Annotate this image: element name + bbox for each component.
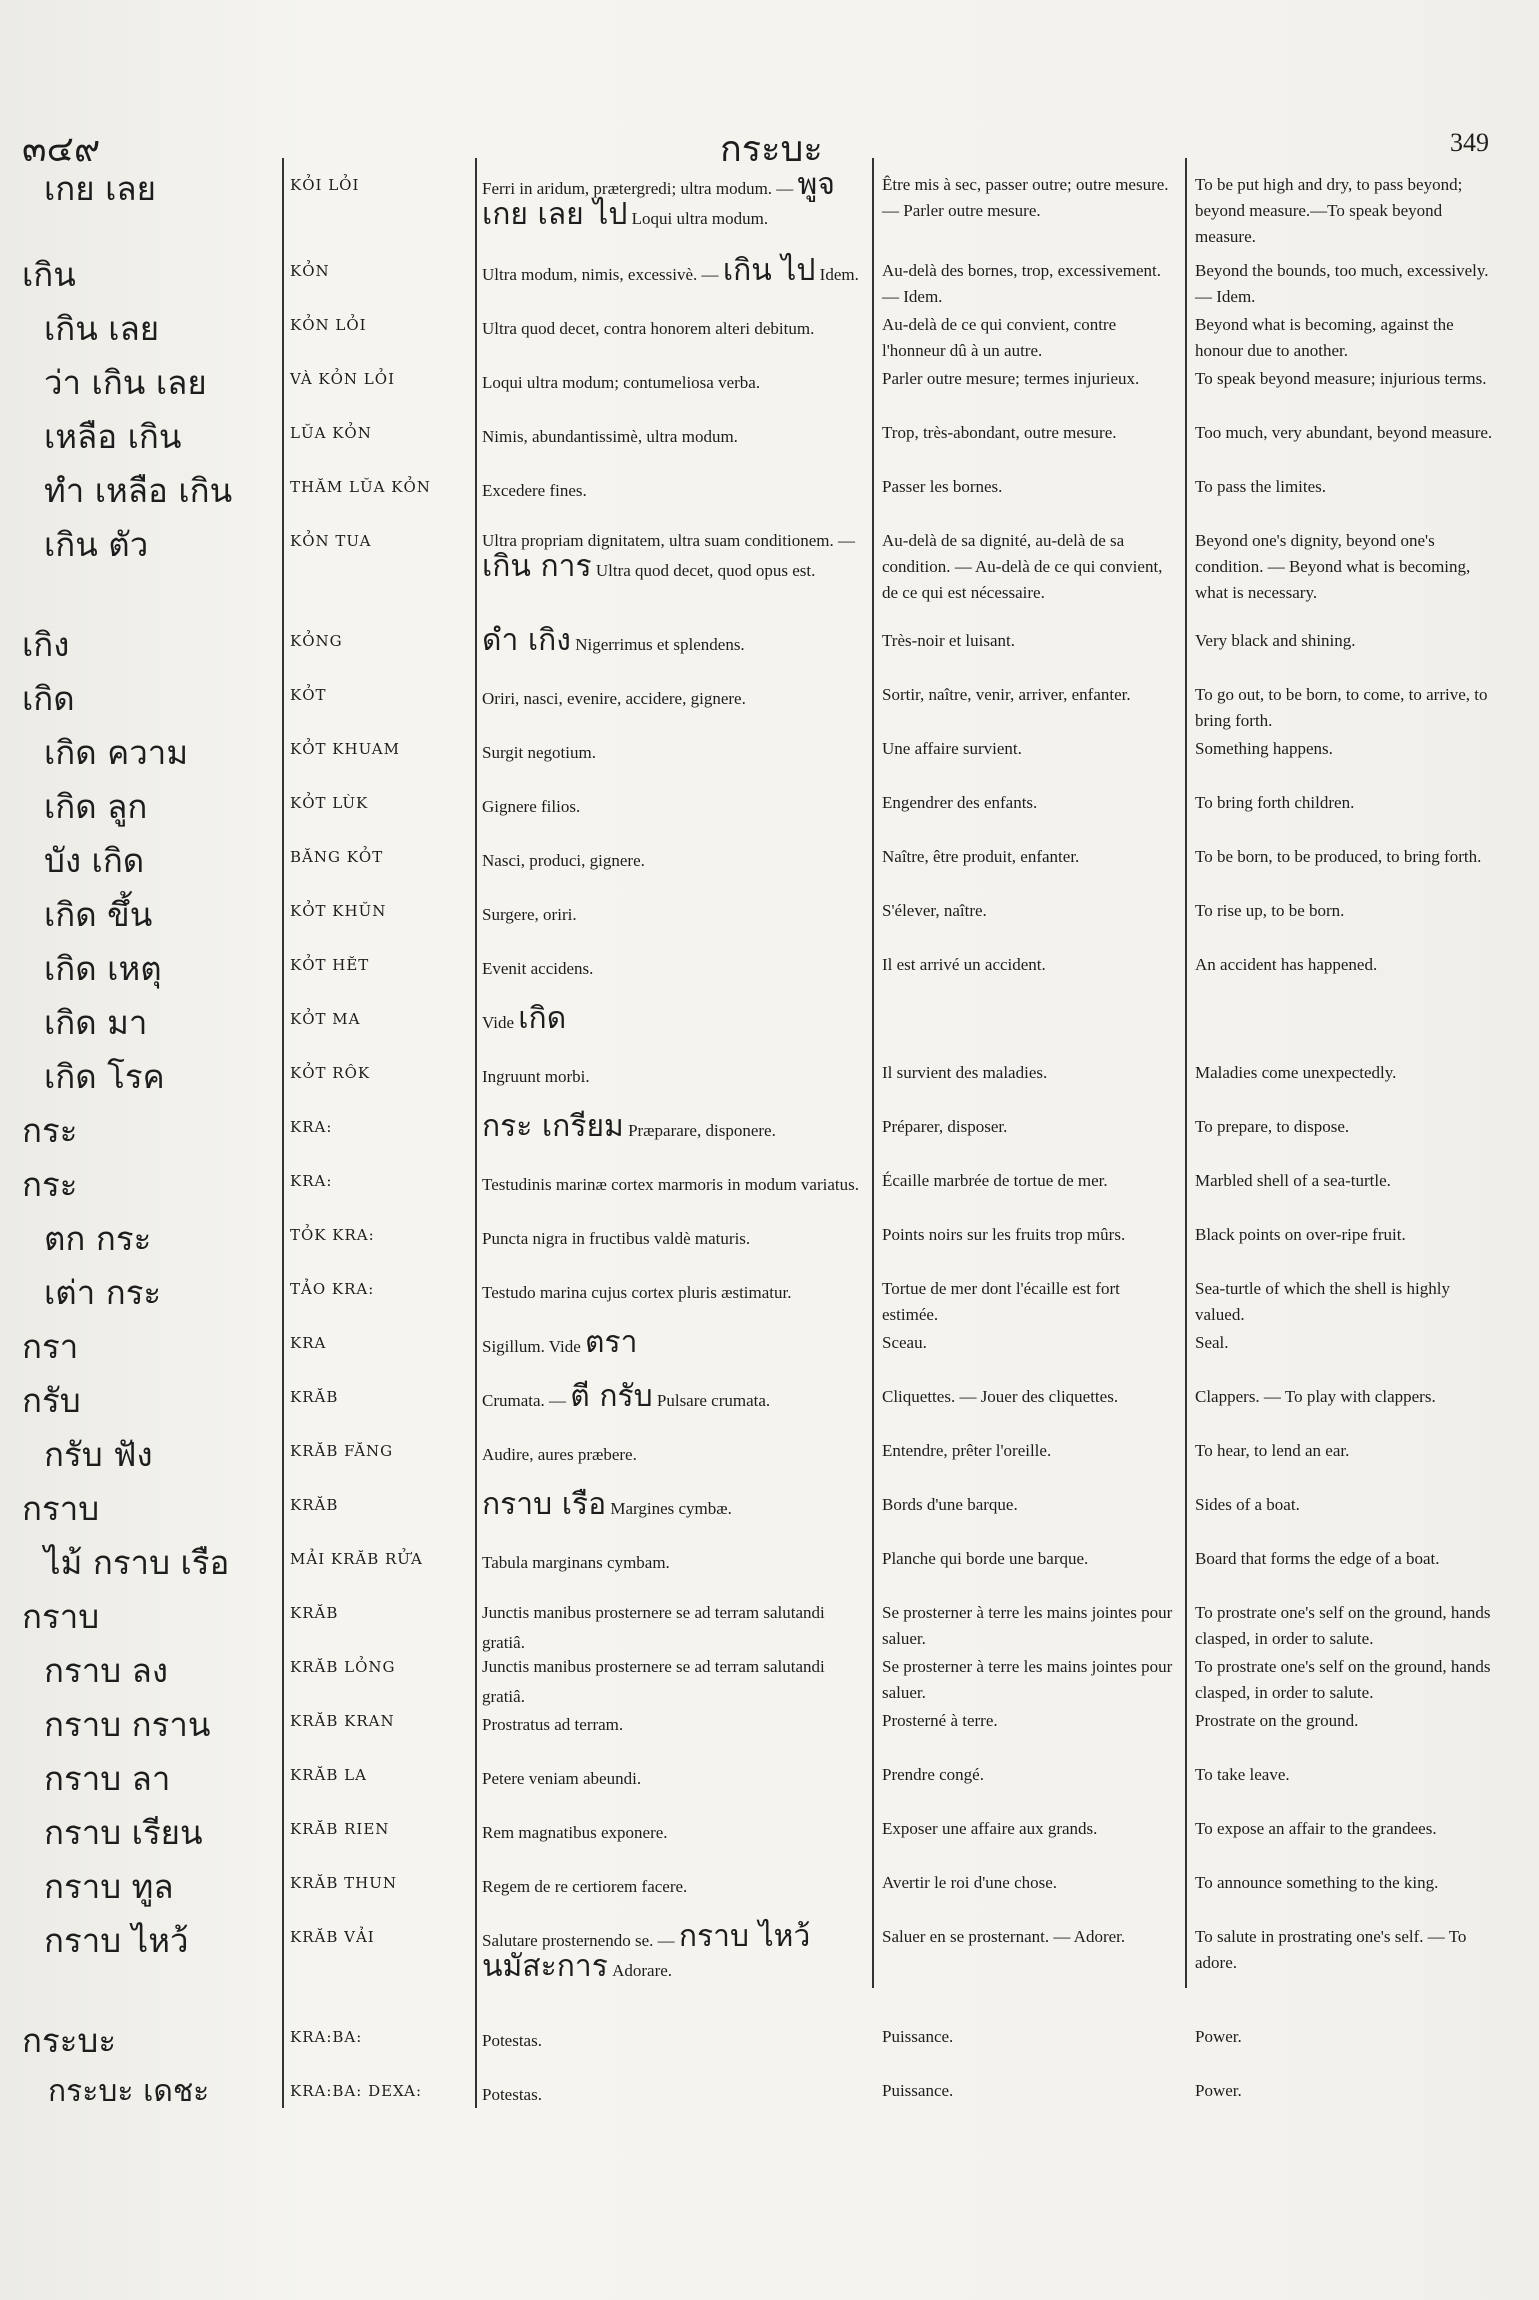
table-row [0,668,1539,730]
latin-definition [482,844,867,874]
french-definition: Au-delà des bornes, trop, excessivement. — Idem. [882,261,1161,306]
english-definition: Beyond the bounds, too much, excessively. — Idem. [1195,261,1489,306]
romanization: THĂM LŬA KỎN [290,478,431,496]
romanization: KRA: [290,1172,333,1190]
romanization: KRĂB RIEN [290,1820,390,1838]
latin-text: Evenit accidens. [482,959,594,978]
latin-text: Prostratus ad terram. [482,1715,624,1734]
latin-definition [482,952,867,982]
latin-text-cont: Idem. [819,265,859,284]
entries-table [0,158,1539,2118]
latin-text: Testudo marina cujus cortex pluris æstimatur. [482,1283,792,1302]
thai-headword: เกิน ตัว [44,525,149,564]
latin-text-cont: Nigerrimus et splendens. [575,635,745,654]
thai-headword: กระ [22,1165,78,1204]
table-row [0,460,1539,514]
french-definition: Planche qui borde une barque. [882,1549,1089,1568]
table-row [0,1154,1539,1208]
english-definition: Beyond what is becoming, against the honour due to another. [1195,315,1454,360]
latin-text: Sigillum. Vide [482,1337,581,1356]
latin-definition [482,2024,867,2054]
english-definition: Black points on over-ripe fruit. [1195,1225,1406,1244]
latin-definition [482,528,867,584]
thai-headword: ทำ เหลือ เกิน [44,471,233,510]
thai-headword: กระบะ [22,2021,117,2060]
latin-thai-example: เกิด [518,1001,567,1036]
english-definition: To expose an affair to the grandees. [1195,1819,1437,1838]
french-definition: Il est arrivé un accident. [882,955,1046,974]
english-definition: Marbled shell of a sea-turtle. [1195,1171,1391,1190]
table-row [0,776,1539,830]
thai-headword: กราบ ลา [44,1759,171,1798]
french-definition: Une affaire survient. [882,739,1022,758]
thai-headword: กรับ [22,1381,81,1420]
latin-text: Tabula marginans cymbam. [482,1553,670,1572]
thai-headword: เกิด โรค [44,1057,165,1096]
latin-definition [482,1438,867,1468]
romanization: MẢI KRĂB RỬA [290,1550,423,1568]
table-row [0,2064,1539,2118]
thai-page-number: ๓๔๙ [22,129,101,170]
romanization: BĂNG KỎT [290,848,384,866]
latin-definition [482,1001,867,1036]
table-row [0,1856,1539,1910]
romanization: KRA: [290,1118,333,1136]
latin-text-cont: Margines cymbæ. [610,1499,732,1518]
thai-headword: กระบะ เดชะ [48,2074,210,2109]
thai-headword: เกิง [22,625,70,664]
table-row [0,1748,1539,1802]
thai-headword: เกิด ความ [44,733,189,772]
latin-definition [482,790,867,820]
latin-thai-example: ตี กรับ [570,1379,653,1414]
latin-definition [482,1546,867,1576]
romanization: KỎT [290,686,327,704]
thai-headword: เกิด มา [44,1003,148,1042]
table-row [0,884,1539,938]
table-row [0,244,1539,306]
latin-definition [482,1919,867,1984]
table-row [0,1694,1539,1748]
latin-text: Potestas. [482,2085,542,2104]
english-definition: Too much, very abundant, beyond measure. [1195,423,1493,442]
latin-definition [482,1762,867,1792]
latin-definition [482,474,867,504]
latin-definition [482,1325,867,1360]
french-definition: Au-delà de ce qui convient, contre l'honneur dû à un autre. [882,315,1117,360]
latin-text: Ultra propriam dignitatem, ultra suam conditionem. — [482,531,855,550]
latin-definition [482,736,867,766]
latin-definition [482,253,867,288]
latin-text-cont: Ultra quod decet, quod opus est. [595,561,816,580]
french-definition: Prendre congé. [882,1765,984,1784]
table-row [0,1370,1539,1424]
running-head: กระบะ [720,129,823,170]
latin-text-cont: Loqui ultra modum. [631,209,769,228]
english-definition: To rise up, to be born. [1195,901,1345,920]
latin-text: Ferri in aridum, prætergredi; ultra modum. — [482,179,794,198]
latin-text: Puncta nigra in fructibus valdè maturis. [482,1229,751,1248]
latin-text: Audire, aures præbere. [482,1445,637,1464]
french-definition: Parler outre mesure; termes injurieux. [882,369,1140,388]
table-row [0,938,1539,992]
romanization: KRĂB FĂNG [290,1442,394,1460]
romanization: KỎI LỎI [290,176,360,194]
latin-text-cont: Præparare, disponere. [628,1121,776,1140]
latin-definition [482,366,867,396]
latin-thai-example: กระ เกรียม [482,1109,624,1144]
thai-headword: กราบ [22,1597,100,1636]
table-row [0,1046,1539,1100]
romanization: KRĂB VẢI [290,1928,375,1946]
thai-headword: เกิน [22,255,76,294]
english-definition: Power. [1195,2027,1242,2046]
latin-text: Nimis, abundantissimè, ultra modum. [482,427,738,446]
latin-definition [482,1816,867,1846]
romanization: KỎN TUA [290,532,372,550]
thai-headword: กราบ ลง [44,1651,169,1690]
french-definition: Prosterné à terre. [882,1711,998,1730]
french-definition: Points noirs sur les fruits trop mûrs. [882,1225,1126,1244]
table-row [0,1910,1539,2010]
latin-definition [482,1109,867,1144]
latin-definition [482,1060,867,1090]
english-definition: To take leave. [1195,1765,1290,1784]
english-definition: To be born, to be produced, to bring forth. [1195,847,1482,866]
english-definition: To prepare, to dispose. [1195,1117,1350,1136]
latin-text: Crumata. — [482,1391,567,1410]
latin-definition [482,1222,867,1252]
table-row [0,1532,1539,1586]
table-row [0,1262,1539,1324]
romanization: KRĂB KRAN [290,1712,395,1730]
table-row [0,1586,1539,1652]
latin-text: Surgit negotium. [482,743,596,762]
table-row [0,1100,1539,1154]
romanization: KRĂB THUN [290,1874,397,1892]
table-row [0,352,1539,406]
latin-thai-example: ดำ เกิง [482,623,571,658]
french-definition: S'élever, naître. [882,901,987,920]
latin-definition [482,1168,867,1198]
french-definition: Puissance. [882,2027,954,2046]
thai-headword: เกิด ขึ้น [44,895,153,934]
latin-thai-example: กราบ เรือ [482,1487,607,1522]
latin-definition [482,1870,867,1900]
romanization: KỎNG [290,632,343,650]
latin-definition [482,682,867,712]
latin-text: Ultra modum, nimis, excessivè. — [482,265,719,284]
latin-text: Regem de re certiorem facere. [482,1877,688,1896]
english-definition: Sea-turtle of which the shell is highly valued. [1195,1279,1450,1324]
romanization: TỎK KRA: [290,1226,375,1244]
french-definition: Tortue de mer dont l'écaille est fort estimée. [882,1279,1120,1324]
french-definition: Saluer en se prosternant. — Adorer. [882,1927,1126,1946]
thai-headword: กระ [22,1111,78,1150]
latin-text: Potestas. [482,2031,542,2050]
latin-text: Loqui ultra modum; contumeliosa verba. [482,373,761,392]
latin-definition [482,167,867,232]
latin-thai-example: เกิน ไป [722,253,816,288]
latin-text: Petere veniam abeundi. [482,1769,642,1788]
romanization: KRĂB LỎNG [290,1658,396,1676]
romanization: KỎT KHUAM [290,740,400,758]
table-row [0,406,1539,460]
latin-definition [482,420,867,450]
english-definition: To hear, to lend an ear. [1195,1441,1350,1460]
latin-text: Junctis manibus prosternere se ad terram salutandi gratiâ. [482,1603,825,1652]
romanization: KỎN LỎI [290,316,367,334]
latin-definition [482,1708,867,1738]
english-definition: To bring forth children. [1195,793,1355,812]
english-definition: To go out, to be born, to come, to arrive, to bring forth. [1195,685,1488,730]
thai-headword: เต่า กระ [44,1273,162,1312]
thai-headword: ไม้ กราบ เรือ [44,1543,230,1582]
latin-text-cont: Adorare. [612,1961,673,1980]
thai-headword: เกิน เลย [44,309,160,348]
latin-definition [482,2078,867,2108]
table-row [0,514,1539,614]
french-definition: Passer les bornes. [882,477,1003,496]
romanization: VÀ KỎN LỎI [290,370,395,388]
french-definition: Se prosterner à terre les mains jointes pour saluer. [882,1603,1173,1648]
latin-text: Nasci, produci, gignere. [482,851,645,870]
romanization: KRĂB [290,1604,339,1622]
english-definition: Sides of a boat. [1195,1495,1300,1514]
english-definition: Clappers. — To play with clappers. [1195,1387,1436,1406]
thai-headword: ตก กระ [44,1219,152,1258]
french-definition: Préparer, disposer. [882,1117,1008,1136]
latin-text: Excedere fines. [482,481,587,500]
thai-headword: บัง เกิด [44,841,145,880]
table-row [0,158,1539,244]
french-definition: Se prosterner à terre les mains jointes pour saluer. [882,1657,1173,1702]
romanization: LŬA KỎN [290,424,372,442]
romanization: KRĂB [290,1388,339,1406]
latin-text: Rem magnatibus exponere. [482,1823,668,1842]
table-row [0,830,1539,884]
latin-text: Gignere filios. [482,797,581,816]
romanization: KỎT RÔK [290,1064,371,1082]
french-definition: Naître, être produit, enfanter. [882,847,1080,866]
romanization: KRA:BA: [290,2028,363,2046]
latin-text: Surgere, oriri. [482,905,577,924]
french-definition: Avertir le roi d'une chose. [882,1873,1058,1892]
table-row [0,1802,1539,1856]
romanization: KRA:BA: DEXA: [290,2082,423,2100]
latin-definition [482,1487,867,1522]
thai-headword: เกย เลย [44,169,156,208]
table-row [0,1640,1539,1706]
latin-thai-example: ตรา [585,1325,638,1360]
latin-text: Junctis manibus prosternere se ad terram salutandi gratiâ. [482,1657,825,1706]
latin-thai-example: กราบ ไหว้ นมัสะการ [482,1919,811,1984]
thai-headword: เหลือ เกิน [44,417,182,456]
latin-definition [482,312,867,342]
romanization: KỎT KHŬN [290,902,387,920]
table-row [0,1478,1539,1532]
table-row [0,298,1539,360]
french-definition: Sceau. [882,1333,927,1352]
english-definition: Prostrate on the ground. [1195,1711,1359,1730]
english-definition: Maladies come unexpectedly. [1195,1063,1397,1082]
english-definition: Very black and shining. [1195,631,1356,650]
thai-headword: ว่า เกิน เลย [44,363,207,402]
french-definition: Au-delà de sa dignité, au-delà de sa condition. — Au-delà de ce qui convient, de ce qui est nécessaire. [882,531,1163,602]
french-definition: Cliquettes. — Jouer des cliquettes. [882,1387,1119,1406]
english-definition: Something happens. [1195,739,1333,758]
romanization: KỎN [290,262,330,280]
thai-headword: เกิด เหตุ [44,949,162,988]
french-definition: Engendrer des enfants. [882,793,1038,812]
thai-headword: เกิด [22,679,75,718]
english-definition: To salute in prostrating one's self. — To adore. [1195,1927,1467,1972]
table-row [0,2010,1539,2064]
french-definition: Être mis à sec, passer outre; outre mesure. — Parler outre mesure. [882,175,1169,220]
thai-headword: กราบ [22,1489,100,1528]
english-definition: Power. [1195,2081,1242,2100]
english-definition: To be put high and dry, to pass beyond; beyond measure.—To speak beyond measure. [1195,175,1463,246]
french-definition: Trop, très-abondant, outre mesure. [882,423,1117,442]
romanization: KỎT LÙK [290,794,369,812]
latin-definition [482,1379,867,1414]
thai-headword: กรา [22,1327,79,1366]
french-definition: Sortir, naître, venir, arriver, enfanter. [882,685,1131,704]
english-definition: To pass the limites. [1195,477,1327,496]
romanization: KỎT HĔT [290,956,370,974]
romanization: KRĂB LA [290,1766,367,1784]
latin-text: Vide [482,1013,515,1032]
english-definition: Board that forms the edge of a boat. [1195,1549,1440,1568]
french-definition: Il survient des maladies. [882,1063,1048,1082]
english-definition: To prostrate one's self on the ground, hands clasped, in order to salute. [1195,1657,1491,1702]
romanization: KRA [290,1334,327,1352]
english-definition: To announce something to the king. [1195,1873,1439,1892]
thai-headword: เกิด ลูก [44,787,148,826]
english-definition: Beyond one's dignity, beyond one's condition. — Beyond what is becoming, what is necessary. [1195,531,1471,602]
french-definition: Bords d'une barque. [882,1495,1018,1514]
latin-thai-example: พูจ เกย เลย ไป [482,167,835,232]
latin-text: Ultra quod decet, contra honorem alteri debitum. [482,319,815,338]
french-definition: Écaille marbrée de tortue de mer. [882,1171,1108,1190]
french-definition: Entendre, prêter l'oreille. [882,1441,1052,1460]
french-definition: Puissance. [882,2081,954,2100]
thai-headword: กรับ ฟัง [44,1435,153,1474]
thai-headword: กราบ กราน [44,1705,211,1744]
romanization: KRĂB [290,1496,339,1514]
latin-text: Oriri, nasci, evenire, accidere, gignere. [482,689,746,708]
latin-text: Testudinis marinæ cortex marmoris in modum variatus. [482,1175,859,1194]
thai-headword: กราบ ไหว้ [44,1921,189,1960]
latin-definition [482,1276,867,1306]
page-number: 349 [1450,128,1489,157]
table-row [0,992,1539,1046]
thai-headword: กราบ ทูล [44,1867,174,1906]
latin-text-cont: Pulsare crumata. [656,1391,771,1410]
table-row [0,722,1539,776]
english-definition: An accident has happened. [1195,955,1378,974]
romanization: KỎT MA [290,1010,361,1028]
table-row [0,1208,1539,1262]
table-row [0,1424,1539,1478]
latin-text: Ingruunt morbi. [482,1067,590,1086]
english-definition: To speak beyond measure; injurious terms. [1195,369,1487,388]
english-definition: Seal. [1195,1333,1229,1352]
thai-headword: กราบ เรียน [44,1813,203,1852]
table-row [0,614,1539,668]
french-definition: Très-noir et luisant. [882,631,1016,650]
latin-text: Salutare prosternendo se. — [482,1931,675,1950]
table-row [0,1316,1539,1370]
latin-thai-example: เกิน การ [482,549,592,584]
french-definition: Exposer une affaire aux grands. [882,1819,1098,1838]
romanization: TẢO KRA: [290,1280,375,1298]
english-definition: To prostrate one's self on the ground, hands clasped, in order to salute. [1195,1603,1491,1648]
latin-definition [482,898,867,928]
latin-definition [482,623,867,658]
